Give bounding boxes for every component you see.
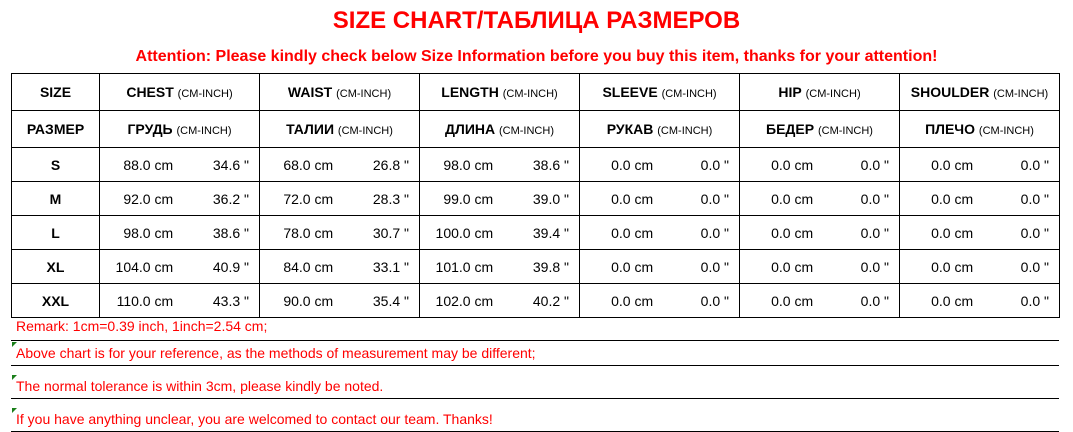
cm-value: 0.0 cm xyxy=(931,292,974,309)
measurement-cell xyxy=(900,216,1060,250)
column-header: SIZE xyxy=(12,74,100,111)
measurement-cell xyxy=(580,182,740,216)
size-label: XL xyxy=(12,250,100,284)
cm-value: 0.0 cm xyxy=(771,156,814,173)
comment-marker-icon xyxy=(12,342,17,347)
cm-value: 0.0 cm xyxy=(771,224,814,241)
page-title: SIZE CHART/ТАБЛИЦА РАЗМЕРОВ xyxy=(332,7,741,34)
measurement-cell xyxy=(100,182,260,216)
inch-value: 0.0 " xyxy=(1020,224,1049,241)
inch-value: 43.3 " xyxy=(212,292,249,309)
cm-value: 98.0 cm xyxy=(123,224,174,241)
cm-value: 0.0 cm xyxy=(611,156,654,173)
inch-value: 0.0 " xyxy=(700,258,729,275)
inch-value: 38.6 " xyxy=(212,224,249,241)
remark-line: Above chart is for your reference, as the methods of measurement may be different; xyxy=(11,340,1059,366)
measurement-cell xyxy=(260,148,420,182)
column-header: SLEEVE (CM-INCH) xyxy=(580,74,740,111)
inch-value: 33.1 " xyxy=(372,258,409,275)
inch-value: 0.0 " xyxy=(1020,258,1049,275)
column-header: РУКАВ (CM-INCH) xyxy=(580,111,740,148)
cm-value: 0.0 cm xyxy=(611,190,654,207)
cm-value: 0.0 cm xyxy=(611,224,654,241)
cm-value: 0.0 cm xyxy=(611,258,654,275)
measurement-cell xyxy=(260,284,420,318)
inch-value: 0.0 " xyxy=(1020,292,1049,309)
inch-value: 0.0 " xyxy=(700,224,729,241)
measurement-cell xyxy=(900,148,1060,182)
column-header: SHOULDER (CM-INCH) xyxy=(900,74,1060,111)
column-header: HIP (CM-INCH) xyxy=(740,74,900,111)
inch-value: 0.0 " xyxy=(860,156,889,173)
inch-value: 38.6 " xyxy=(532,156,569,173)
inch-value: 0.0 " xyxy=(700,292,729,309)
table-row xyxy=(12,216,1060,250)
cm-value: 92.0 cm xyxy=(123,190,174,207)
inch-value: 0.0 " xyxy=(860,190,889,207)
measurement-cell xyxy=(740,148,900,182)
measurement-cell xyxy=(420,148,580,182)
cm-value: 99.0 cm xyxy=(443,190,494,207)
measurement-cell xyxy=(580,284,740,318)
measurement-cell xyxy=(580,216,740,250)
remarks-section xyxy=(11,314,1059,432)
inch-value: 30.7 " xyxy=(372,224,409,241)
size-label: M xyxy=(12,182,100,216)
remark-line: The normal tolerance is within 3cm, please kindly be noted. xyxy=(11,374,1059,399)
cm-value: 0.0 cm xyxy=(931,156,974,173)
header-row-ru xyxy=(12,111,1060,148)
measurement-cell xyxy=(740,182,900,216)
table-row xyxy=(12,250,1060,284)
inch-value: 39.4 " xyxy=(532,224,569,241)
remark-line: If you have anything unclear, you are welcomed to contact our team. Thanks! xyxy=(11,407,1059,432)
column-header: ДЛИНА (CM-INCH) xyxy=(420,111,580,148)
column-header: CHEST (CM-INCH) xyxy=(100,74,260,111)
measurement-cell xyxy=(900,284,1060,318)
measurement-cell xyxy=(420,182,580,216)
table-row xyxy=(12,182,1060,216)
measurement-cell xyxy=(100,216,260,250)
cm-value: 88.0 cm xyxy=(123,156,174,173)
cm-value: 110.0 cm xyxy=(116,292,174,309)
table-row xyxy=(12,284,1060,318)
measurement-cell xyxy=(900,250,1060,284)
comment-marker-icon xyxy=(12,408,17,413)
size-label: XXL xyxy=(12,284,100,318)
column-header: ГРУДЬ (CM-INCH) xyxy=(100,111,260,148)
attention-note: Attention: Please kindly check below Size Information before you buy this item, thanks for your attention! xyxy=(135,48,938,65)
cm-value: 0.0 cm xyxy=(611,292,654,309)
size-table xyxy=(11,73,1060,318)
cm-value: 98.0 cm xyxy=(443,156,494,173)
column-header: БЕДЕР (CM-INCH) xyxy=(740,111,900,148)
inch-value: 35.4 " xyxy=(372,292,409,309)
measurement-cell xyxy=(580,148,740,182)
cm-value: 101.0 cm xyxy=(435,258,494,275)
measurement-cell xyxy=(420,250,580,284)
inch-value: 0.0 " xyxy=(700,156,729,173)
inch-value: 0.0 " xyxy=(860,292,889,309)
cm-value: 0.0 cm xyxy=(931,224,974,241)
column-header: ПЛЕЧО (CM-INCH) xyxy=(900,111,1060,148)
inch-value: 0.0 " xyxy=(700,190,729,207)
measurement-cell xyxy=(100,250,260,284)
measurement-cell xyxy=(420,216,580,250)
inch-value: 0.0 " xyxy=(860,258,889,275)
cm-value: 78.0 cm xyxy=(283,224,334,241)
inch-value: 39.0 " xyxy=(532,190,569,207)
cm-value: 68.0 cm xyxy=(283,156,334,173)
inch-value: 28.3 " xyxy=(372,190,409,207)
cm-value: 72.0 cm xyxy=(283,190,334,207)
cm-value: 102.0 cm xyxy=(435,292,494,309)
comment-marker-icon xyxy=(12,375,17,380)
inch-value: 34.6 " xyxy=(212,156,249,173)
measurement-cell xyxy=(260,250,420,284)
measurement-cell xyxy=(900,182,1060,216)
size-label: S xyxy=(12,148,100,182)
inch-value: 0.0 " xyxy=(860,224,889,241)
size-label: L xyxy=(12,216,100,250)
column-header: ТАЛИИ (CM-INCH) xyxy=(260,111,420,148)
inch-value: 0.0 " xyxy=(1020,190,1049,207)
measurement-cell xyxy=(580,250,740,284)
measurement-cell xyxy=(740,216,900,250)
cm-value: 100.0 cm xyxy=(435,224,494,241)
remark-line: Remark: 1cm=0.39 inch, 1inch=2.54 cm; xyxy=(16,318,268,334)
measurement-cell xyxy=(260,216,420,250)
column-header: LENGTH (CM-INCH) xyxy=(420,74,580,111)
column-header: WAIST (CM-INCH) xyxy=(260,74,420,111)
cm-value: 0.0 cm xyxy=(771,258,814,275)
column-header: РАЗМЕР xyxy=(12,111,100,148)
cm-value: 0.0 cm xyxy=(931,190,974,207)
inch-value: 39.8 " xyxy=(532,258,569,275)
cm-value: 0.0 cm xyxy=(931,258,974,275)
measurement-cell xyxy=(740,284,900,318)
measurement-cell xyxy=(740,250,900,284)
inch-value: 36.2 " xyxy=(212,190,249,207)
header-row-en xyxy=(12,74,1060,111)
measurement-cell xyxy=(420,284,580,318)
measurement-cell xyxy=(100,284,260,318)
inch-value: 40.2 " xyxy=(532,292,569,309)
cm-value: 84.0 cm xyxy=(283,258,334,275)
cm-value: 90.0 cm xyxy=(283,292,334,309)
measurement-cell xyxy=(100,148,260,182)
cm-value: 104.0 cm xyxy=(115,258,174,275)
inch-value: 26.8 " xyxy=(372,156,409,173)
inch-value: 0.0 " xyxy=(1020,156,1049,173)
cm-value: 0.0 cm xyxy=(771,190,814,207)
table-row xyxy=(12,148,1060,182)
measurement-cell xyxy=(260,182,420,216)
inch-value: 40.9 " xyxy=(212,258,249,275)
cm-value: 0.0 cm xyxy=(771,292,814,309)
